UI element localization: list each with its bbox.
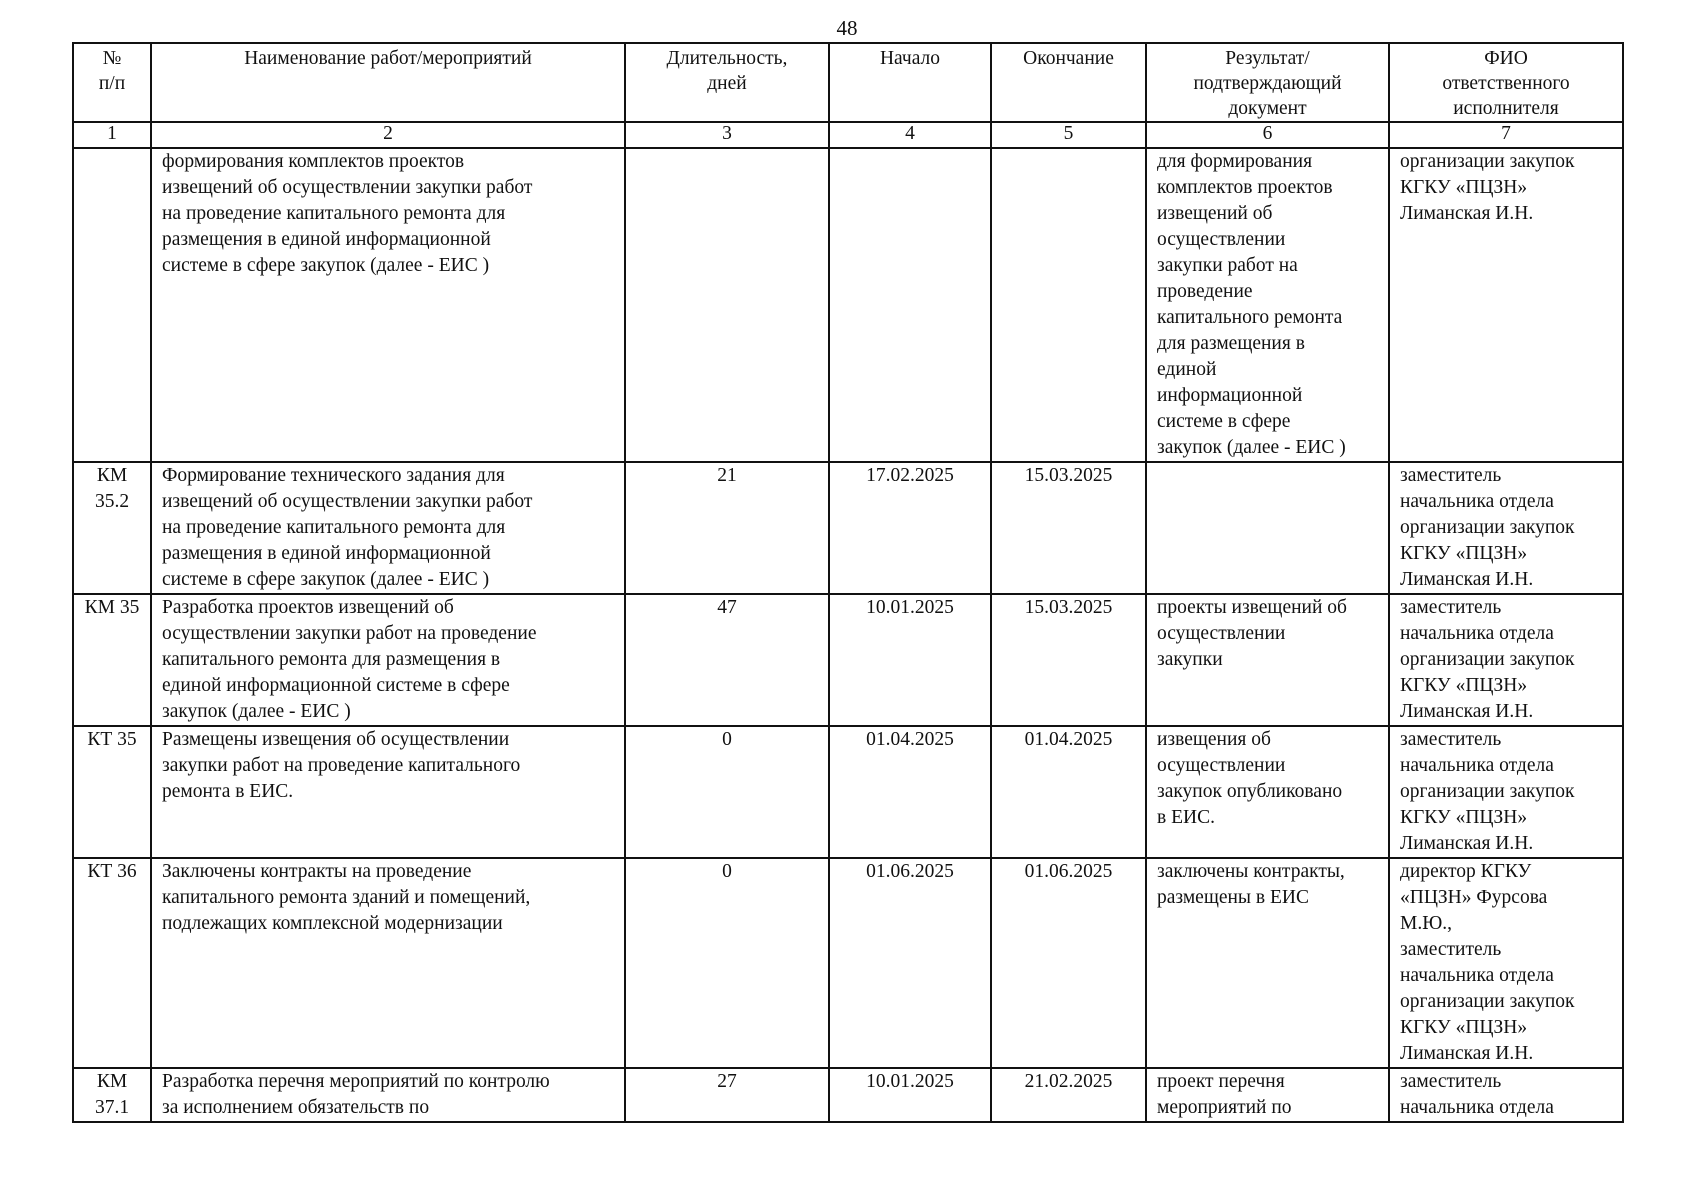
- cell-result-line: мероприятий по: [1157, 1097, 1292, 1118]
- cell-number-line: КМ: [96, 1071, 128, 1092]
- cell-responsible: [1389, 858, 1623, 1068]
- cell-number: [73, 594, 151, 726]
- cell-responsible-line: заместитель: [1400, 729, 1502, 750]
- cell-work-name-line: Заключены контракты на проведение: [162, 861, 472, 882]
- cell-number-line: 35.2: [94, 491, 130, 512]
- cell-work-name-line: подлежащих комплексной модернизации: [162, 913, 503, 934]
- cell-number-line: 37.1: [94, 1097, 130, 1118]
- column-number: 2: [151, 122, 625, 148]
- cell-work-name-line: размещения в единой информационной: [162, 543, 491, 564]
- cell-work-name-line: Размещены извещения об осуществлении: [162, 729, 510, 750]
- cell-result-line: закупок (далее - ЕИС ): [1157, 437, 1346, 458]
- cell-work-name-line: на проведение капитального ремонта для: [162, 517, 506, 538]
- cell-start-date: 10.01.2025: [829, 1068, 991, 1122]
- cell-work-name-line: за исполнением обязательств по: [162, 1097, 430, 1118]
- header-text-line: ФИО: [1484, 48, 1528, 69]
- cell-number: [73, 858, 151, 1068]
- cell-work-name-line: капитального ремонта зданий и помещений,: [162, 887, 531, 908]
- cell-responsible-line: Лиманская И.Н.: [1400, 569, 1534, 590]
- cell-number: [73, 726, 151, 858]
- header-text-line: Начало: [879, 48, 941, 69]
- header-row: [73, 43, 1623, 122]
- column-number: 7: [1389, 122, 1623, 148]
- cell-work-name-line: системе в сфере закупок (далее - ЕИС ): [162, 255, 490, 276]
- cell-work-name: [151, 594, 625, 726]
- cell-responsible-line: КГКУ «ПЦЗН»: [1400, 675, 1528, 696]
- cell-result-line: закупки: [1157, 649, 1223, 670]
- cell-result-line: для формирования: [1157, 151, 1313, 172]
- cell-number: [73, 1068, 151, 1122]
- work-plan-table: [72, 42, 1624, 1123]
- cell-work-name: [151, 858, 625, 1068]
- column-number: 6: [1146, 122, 1389, 148]
- header-cell-number: [73, 43, 151, 122]
- header-text-line: ответственного: [1442, 73, 1570, 94]
- header-text-line: документ: [1228, 98, 1307, 119]
- header-text-line: Наименование работ/мероприятий: [244, 48, 532, 69]
- cell-result-line: единой: [1157, 359, 1217, 380]
- cell-result-line: проведение: [1157, 281, 1253, 302]
- cell-responsible: [1389, 594, 1623, 726]
- cell-responsible-line: начальника отдела: [1400, 1097, 1554, 1118]
- table-row: [73, 462, 1623, 594]
- cell-responsible: [1389, 148, 1623, 462]
- cell-responsible: [1389, 462, 1623, 594]
- cell-result-line: проекты извещений об: [1157, 597, 1347, 618]
- cell-work-name-line: размещения в единой информационной: [162, 229, 491, 250]
- header-text-line: п/п: [98, 73, 126, 94]
- cell-responsible-line: М.Ю.,: [1400, 913, 1453, 934]
- cell-result-line: системе в сфере: [1157, 411, 1291, 432]
- cell-result-line: извещения об: [1157, 729, 1271, 750]
- column-number: 5: [991, 122, 1146, 148]
- cell-work-name-line: Разработка перечня мероприятий по контролю: [162, 1071, 550, 1092]
- cell-duration: 0: [625, 726, 829, 858]
- cell-responsible-line: начальника отдела: [1400, 755, 1554, 776]
- cell-work-name: [151, 462, 625, 594]
- cell-responsible-line: организации закупок: [1400, 151, 1575, 172]
- cell-responsible-line: КГКУ «ПЦЗН»: [1400, 543, 1528, 564]
- cell-result: [1146, 462, 1389, 594]
- cell-responsible: [1389, 1068, 1623, 1122]
- cell-responsible-line: организации закупок: [1400, 781, 1575, 802]
- cell-responsible-line: начальника отдела: [1400, 491, 1554, 512]
- cell-responsible-line: заместитель: [1400, 597, 1502, 618]
- cell-end-date: 15.03.2025: [991, 462, 1146, 594]
- cell-result-line: закупок опубликовано: [1157, 781, 1343, 802]
- cell-work-name-line: единой информационной системе в сфере: [162, 675, 510, 696]
- cell-responsible-line: директор КГКУ: [1400, 861, 1532, 882]
- cell-responsible-line: организации закупок: [1400, 991, 1575, 1012]
- cell-result-line: закупки работ на: [1157, 255, 1298, 276]
- cell-responsible-line: Лиманская И.Н.: [1400, 1043, 1534, 1064]
- cell-end-date: 01.06.2025: [991, 858, 1146, 1068]
- cell-work-name: [151, 148, 625, 462]
- header-cell-duration: [625, 43, 829, 122]
- cell-responsible: [1389, 726, 1623, 858]
- cell-number-line: КТ 35: [87, 729, 137, 750]
- cell-number-line: КТ 36: [87, 861, 137, 882]
- cell-work-name-line: на проведение капитального ремонта для: [162, 203, 506, 224]
- cell-end-date: 01.04.2025: [991, 726, 1146, 858]
- column-number: 1: [73, 122, 151, 148]
- header-text-line: Окончание: [1023, 48, 1114, 69]
- cell-responsible-line: КГКУ «ПЦЗН»: [1400, 177, 1528, 198]
- cell-result-line: осуществлении: [1157, 755, 1286, 776]
- cell-responsible-line: начальника отдела: [1400, 623, 1554, 644]
- cell-number: [73, 462, 151, 594]
- header-cell-result: [1146, 43, 1389, 122]
- cell-start-date: 17.02.2025: [829, 462, 991, 594]
- cell-result-line: осуществлении: [1157, 623, 1286, 644]
- cell-work-name-line: ремонта в ЕИС.: [162, 781, 294, 802]
- header-cell-end: [991, 43, 1146, 122]
- cell-responsible-line: «ПЦЗН» Фурсова: [1400, 887, 1548, 908]
- cell-start-date: [829, 148, 991, 462]
- cell-start-date: 01.06.2025: [829, 858, 991, 1068]
- cell-start-date: 10.01.2025: [829, 594, 991, 726]
- table-row: [73, 1068, 1623, 1122]
- cell-result-line: в ЕИС.: [1157, 807, 1215, 828]
- header-text-line: дней: [707, 73, 747, 94]
- cell-work-name-line: закупки работ на проведение капитального: [162, 755, 521, 776]
- cell-end-date: 21.02.2025: [991, 1068, 1146, 1122]
- cell-work-name-line: Формирование технического задания для: [162, 465, 505, 486]
- table-row: [73, 858, 1623, 1068]
- cell-responsible-line: КГКУ «ПЦЗН»: [1400, 1017, 1528, 1038]
- cell-result-line: комплектов проектов: [1157, 177, 1333, 198]
- cell-result-line: информационной: [1157, 385, 1303, 406]
- cell-work-name-line: капитального ремонта для размещения в: [162, 649, 501, 670]
- cell-duration: 0: [625, 858, 829, 1068]
- cell-number-line: КМ: [96, 465, 128, 486]
- cell-result-line: капитального ремонта: [1157, 307, 1343, 328]
- cell-result-line: проект перечня: [1157, 1071, 1285, 1092]
- cell-responsible-line: заместитель: [1400, 465, 1502, 486]
- cell-work-name-line: извещений об осуществлении закупки работ: [162, 177, 533, 198]
- cell-work-name-line: формирования комплектов проектов: [162, 151, 465, 172]
- cell-work-name-line: системе в сфере закупок (далее - ЕИС ): [162, 569, 490, 590]
- header-cell-start: [829, 43, 991, 122]
- cell-result-line: для размещения в: [1157, 333, 1305, 354]
- cell-duration: 21: [625, 462, 829, 594]
- cell-work-name: [151, 726, 625, 858]
- cell-result-line: размещены в ЕИС: [1157, 887, 1309, 908]
- header-text-line: Длительность,: [666, 48, 788, 69]
- cell-duration: 27: [625, 1068, 829, 1122]
- cell-work-name-line: извещений об осуществлении закупки работ: [162, 491, 533, 512]
- cell-end-date: [991, 148, 1146, 462]
- cell-duration: [625, 148, 829, 462]
- column-number: 4: [829, 122, 991, 148]
- cell-number: [73, 148, 151, 462]
- table-row: [73, 594, 1623, 726]
- header-text-line: №: [102, 48, 122, 69]
- table-row: [73, 726, 1623, 858]
- cell-work-name-line: осуществлении закупки работ на проведение: [162, 623, 537, 644]
- cell-number-line: КМ 35: [84, 597, 140, 618]
- cell-work-name-line: Разработка проектов извещений об: [162, 597, 454, 618]
- cell-responsible-line: КГКУ «ПЦЗН»: [1400, 807, 1528, 828]
- cell-result-line: извещений об: [1157, 203, 1273, 224]
- cell-responsible-line: начальника отдела: [1400, 965, 1554, 986]
- cell-responsible-line: Лиманская И.Н.: [1400, 701, 1534, 722]
- cell-result-line: осуществлении: [1157, 229, 1286, 250]
- header-cell-responsible: [1389, 43, 1623, 122]
- cell-result: [1146, 726, 1389, 858]
- cell-responsible-line: организации закупок: [1400, 517, 1575, 538]
- column-number: 3: [625, 122, 829, 148]
- cell-work-name: [151, 1068, 625, 1122]
- header-cell-name: [151, 43, 625, 122]
- header-text-line: исполнителя: [1453, 98, 1559, 119]
- cell-responsible-line: заместитель: [1400, 1071, 1502, 1092]
- cell-result: [1146, 148, 1389, 462]
- cell-result: [1146, 1068, 1389, 1122]
- page-number: 48: [836, 16, 858, 40]
- cell-responsible-line: Лиманская И.Н.: [1400, 203, 1534, 224]
- cell-result-line: заключены контракты,: [1157, 861, 1345, 882]
- cell-duration: 47: [625, 594, 829, 726]
- cell-end-date: 15.03.2025: [991, 594, 1146, 726]
- cell-responsible-line: организации закупок: [1400, 649, 1575, 670]
- cell-work-name-line: закупок (далее - ЕИС ): [162, 701, 351, 722]
- cell-result: [1146, 594, 1389, 726]
- cell-responsible-line: заместитель: [1400, 939, 1502, 960]
- cell-responsible-line: Лиманская И.Н.: [1400, 833, 1534, 854]
- table-row: [73, 148, 1623, 462]
- column-number-row: [73, 122, 1623, 148]
- cell-start-date: 01.04.2025: [829, 726, 991, 858]
- header-text-line: Результат/: [1225, 48, 1310, 69]
- header-text-line: подтверждающий: [1193, 73, 1342, 94]
- cell-result: [1146, 858, 1389, 1068]
